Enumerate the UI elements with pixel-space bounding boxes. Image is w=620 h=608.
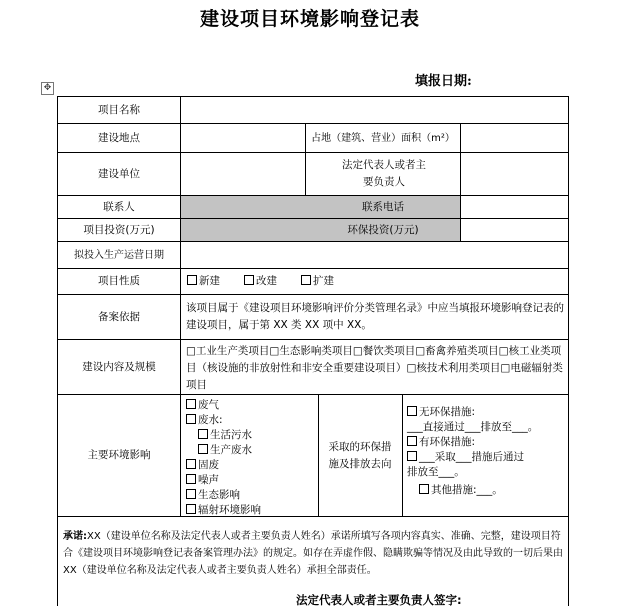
contact-label: 联系人 xyxy=(103,200,135,213)
location-label: 建设地点 xyxy=(98,131,140,144)
measure-none[interactable]: 无环保措施: xyxy=(407,404,475,421)
legal-rep-label: 法定代表人或者主要负责人 xyxy=(342,159,426,188)
impact-production-wastewater[interactable]: 生产废水 xyxy=(198,442,252,459)
unit-field[interactable] xyxy=(181,153,305,195)
content-text: □工业生产类项目□生态影响类项目□餐饮类项目□畜禽养殖类项目□核工业类项目（核设施的非放射性和非安全重要建设项目）□核技术利用类项目□电磁辐射类项目 xyxy=(186,345,563,391)
impact-gas[interactable]: 废气 xyxy=(186,397,219,414)
checkbox-icon xyxy=(187,275,197,285)
checkbox-icon xyxy=(407,436,417,446)
fill-date-label: 填报日期: xyxy=(415,74,472,89)
measure-other[interactable]: 其他措施:___。 xyxy=(419,482,503,499)
promise-heading: 承诺: xyxy=(63,531,87,542)
phone-field[interactable] xyxy=(461,196,568,218)
nature-option-expand[interactable]: 扩建 xyxy=(301,273,334,290)
checkbox-icon xyxy=(244,275,254,285)
checkbox-icon xyxy=(186,399,196,409)
nature-option-new[interactable]: 新建 xyxy=(187,273,220,290)
operation-date-field[interactable] xyxy=(181,242,568,268)
signature-label: 法定代表人或者主要负责人签字: xyxy=(296,593,462,607)
checkbox-icon xyxy=(198,444,208,454)
impact-ecology[interactable]: 生态影响 xyxy=(186,487,240,504)
env-investment-label: 环保投资(万元) xyxy=(347,223,419,236)
impact-radiation[interactable]: 辐射环境影响 xyxy=(186,502,261,519)
promise-text: XX（建设单位名称及法定代表人或者主要负责人姓名）承诺所填写各项内容真实、准确、完整，建设项目符合《建设项目环境影响登记表备案管理办法》的规定。如存在弄虚作假、隐瞒欺骗等情况及由此导致的一切后果由 XX（建设单位名称及法定代表人或者主要负责人姓名）承担全部责任。 xyxy=(63,531,563,576)
checkbox-icon xyxy=(186,414,196,424)
impact-domestic-sewage[interactable]: 生活污水 xyxy=(198,427,252,444)
checkbox-icon xyxy=(198,429,208,439)
checkbox-icon xyxy=(186,459,196,469)
nature-label: 项目性质 xyxy=(98,275,140,287)
promise-paragraph xyxy=(63,528,568,579)
project-name-label: 项目名称 xyxy=(98,103,140,116)
checkbox-icon xyxy=(186,504,196,514)
measure-has[interactable]: 有环保措施: xyxy=(407,434,475,451)
checkbox-icon xyxy=(301,275,311,285)
phone-label: 联系电话 xyxy=(362,200,404,213)
checkbox-icon xyxy=(186,474,196,484)
basis-label: 备案依据 xyxy=(98,310,140,323)
checkbox-icon xyxy=(407,406,417,416)
env-investment-field[interactable] xyxy=(461,219,568,241)
investment-label: 项目投资(万元) xyxy=(83,223,155,236)
impact-solid-waste[interactable]: 固废 xyxy=(186,457,219,474)
nature-option-rebuild[interactable]: 改建 xyxy=(244,273,277,290)
checkbox-icon xyxy=(407,451,417,461)
move-icon[interactable]: ✥ xyxy=(41,82,54,95)
area-label: 占地（建筑、营业）面积（m²） xyxy=(311,132,455,144)
impact-noise[interactable]: 噪声 xyxy=(186,472,219,489)
checkbox-icon xyxy=(186,489,196,499)
unit-label: 建设单位 xyxy=(98,167,140,180)
checkbox-icon xyxy=(419,484,429,494)
location-field[interactable] xyxy=(181,124,305,152)
measures-label: 采取的环保措施及排放去向 xyxy=(328,440,392,470)
basis-text: 该项目属于《建设项目环境影响评价分类管理名录》中应当填报环境影响登记表的建设项目，属于第 XX 类 XX 项中 XX。 xyxy=(186,302,564,331)
measure-direct-line: ___直接通过___排放至___。 xyxy=(407,421,539,433)
content-label: 建设内容及规模 xyxy=(82,360,156,373)
impact-label: 主要环境影响 xyxy=(87,449,151,461)
impact-water[interactable]: 废水: xyxy=(186,412,223,429)
area-field[interactable] xyxy=(461,124,568,152)
measure-discharge-line: 排放至___。 xyxy=(407,466,465,478)
legal-rep-field[interactable] xyxy=(461,153,568,195)
project-name-field[interactable] xyxy=(181,97,568,123)
operation-date-label: 拟投入生产运营日期 xyxy=(74,249,164,261)
measure-adopt-line: ___采取___措施后通过 xyxy=(407,449,524,466)
page-title: 建设项目环境影响登记表 xyxy=(199,8,420,30)
